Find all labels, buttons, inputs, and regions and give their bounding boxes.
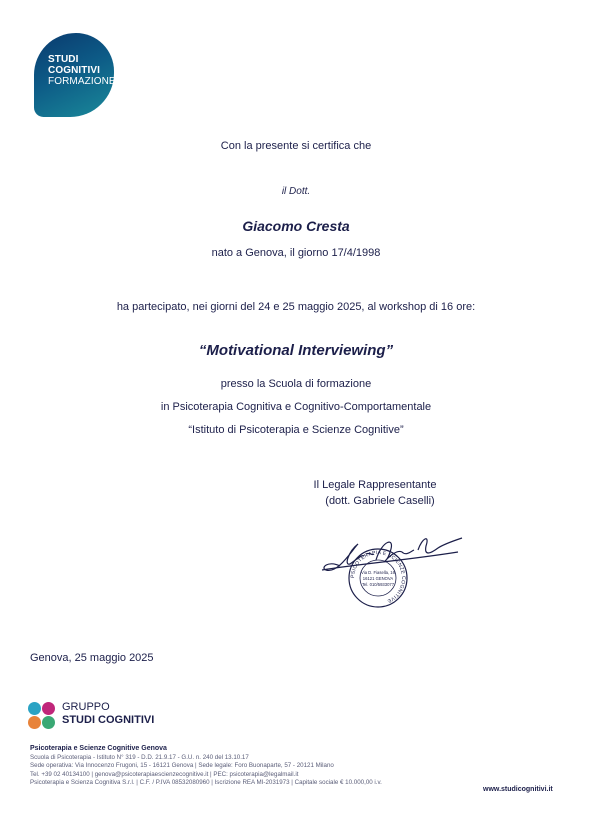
school-line-1: presso la Scuola di formazione — [220, 378, 372, 390]
place-date: Genova, 25 maggio 2025 — [30, 652, 154, 664]
footer-line-4: Psicoterapia e Scienza Cognitiva S.r.l. | C.F. / P.IVA 08532080960 | Iscrizione REA MI-2031973 | Capitale sociale € 10.000,00 i.v. — [30, 779, 382, 787]
footer-line-3: Tel. +39 02 40134100 | genova@psicoterapiaescienzecognitive.it | PEC: psicoterapia@legalmail.it — [30, 770, 299, 778]
signature-stamp-graphic — [318, 530, 468, 620]
group-line-2: STUDI COGNITIVI — [62, 714, 155, 726]
dot-green-icon — [42, 716, 55, 729]
logo-line-1: STUDI — [48, 54, 79, 65]
stamp-line-2: 16121 GENOVA — [362, 576, 394, 581]
footer-line-1: Scuola di Psicoterapia - Istituto N° 319 - D.D. 21.9.17 - G.U. n. 240 del 13.10.17 — [30, 753, 249, 761]
school-line-3: “Istituto di Psicoterapia e Scienze Cognitive” — [188, 424, 404, 436]
footer-org: Psicoterapia e Scienze Cognitive Genova — [30, 745, 167, 752]
certificate-intro: Con la presente si certifica che — [220, 140, 372, 152]
logo-text — [48, 54, 116, 87]
birth-info: nato a Genova, il giorno 17/4/1998 — [211, 247, 381, 259]
recipient-name: Giacomo Cresta — [242, 218, 350, 234]
stamp — [349, 549, 407, 607]
group-logo-icon — [28, 702, 58, 730]
footer — [30, 745, 382, 788]
footer-line-2: Sede operativa: Via Innocenzo Frugoni, 15 - 16121 Genova | Sede legale: Foro Buonaparte, 57 - 20121 Milano — [30, 762, 334, 770]
participation-text: ha partecipato, nei giorni del 24 e 25 maggio 2025, al workshop di 16 ore: — [116, 301, 476, 313]
logo-line-2: COGNITIVI — [48, 65, 101, 76]
signature-person: (dott. Gabriele Caselli) — [325, 495, 435, 507]
logo-line-3: FORMAZIONE — [48, 76, 116, 87]
workshop-title: “Motivational Interviewing” — [198, 342, 394, 359]
dot-orange-icon — [28, 716, 41, 729]
school-line-2: in Psicoterapia Cognitiva e Cognitivo-Comportamentale — [160, 401, 432, 413]
signature-role: Il Legale Rappresentante — [313, 479, 437, 491]
stamp-line-3: Tel. 010/5933077 — [361, 582, 395, 587]
group-line-1: GRUPPO — [62, 701, 110, 713]
dot-blue-icon — [28, 702, 41, 715]
stamp-line-1: Via D. Fiasella, 16 — [361, 570, 395, 575]
stamp-ring-text: PSICOTERAPIA E SCIENZE COGNITIVE — [349, 549, 407, 604]
website-link[interactable]: www.studicognitivi.it — [483, 786, 553, 793]
honorific: il Dott. — [281, 186, 311, 197]
group-wordmark — [62, 701, 154, 727]
dot-magenta-icon — [42, 702, 55, 715]
